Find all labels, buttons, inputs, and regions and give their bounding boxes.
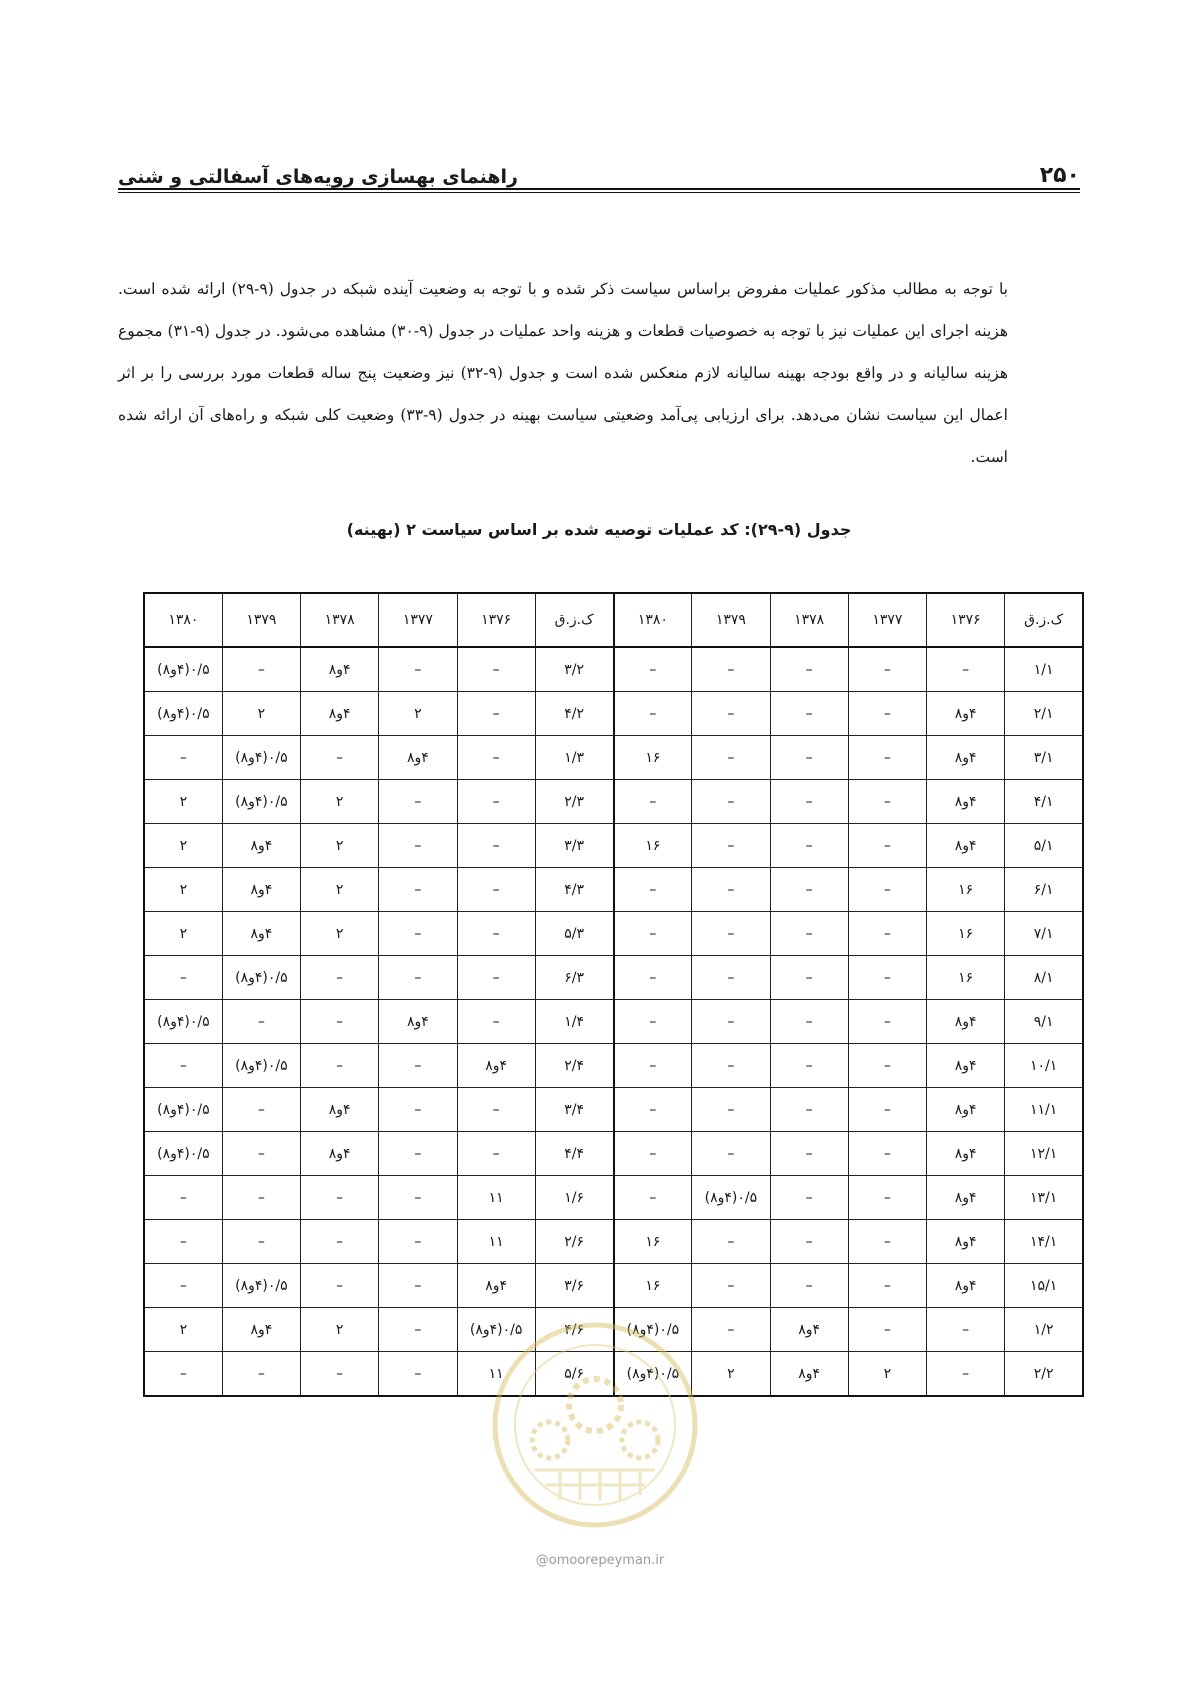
table-cell: ۲ <box>144 824 222 868</box>
table-cell: ۲ <box>144 912 222 956</box>
column-header: ۱۳۷۹ <box>692 593 770 647</box>
table-cell: ۵/۳ <box>535 912 613 956</box>
table-cell: ۰/۵(۴و۸) <box>144 647 222 692</box>
table-cell: – <box>770 824 848 868</box>
table-cell: ۳/۴ <box>535 1088 613 1132</box>
table-cell: ۳/۳ <box>535 824 613 868</box>
table-cell: – <box>692 912 770 956</box>
table-cell: ۴و۸ <box>222 824 300 868</box>
table-cell: – <box>770 956 848 1000</box>
table-cell: – <box>770 1088 848 1132</box>
table-cell: – <box>222 1176 300 1220</box>
table-cell: – <box>770 647 848 692</box>
table-cell: – <box>692 868 770 912</box>
table-cell: – <box>692 1000 770 1044</box>
table-cell: – <box>379 1308 457 1352</box>
table-cell: – <box>692 824 770 868</box>
table-cell: ۴/۴ <box>535 1132 613 1176</box>
watermark-url: @omoorepeyman.ir <box>535 1553 665 1568</box>
column-header: ک.ز.ق <box>1005 593 1083 647</box>
column-header: ۱۳۷۶ <box>457 593 535 647</box>
table-row <box>144 692 1083 736</box>
table-cell: ۴و۸ <box>927 1220 1005 1264</box>
table-cell: – <box>379 912 457 956</box>
table-cell: ۱۶ <box>614 1264 692 1308</box>
table-cell: ۱۳/۱ <box>1005 1176 1083 1220</box>
table-cell: ۲ <box>144 868 222 912</box>
column-header: ۱۳۷۷ <box>848 593 926 647</box>
table-cell: ۰/۵(۴و۸) <box>614 1308 692 1352</box>
table-cell: – <box>848 912 926 956</box>
table-cell: – <box>770 780 848 824</box>
page-number: ۲۵۰ <box>1039 163 1080 188</box>
table-cell: ۱۶ <box>927 868 1005 912</box>
table-cell: ۵/۶ <box>535 1352 613 1397</box>
table-cell: ۹/۱ <box>1005 1000 1083 1044</box>
table-cell: – <box>457 647 535 692</box>
table-cell: ۰/۵(۴و۸) <box>222 1264 300 1308</box>
table-cell: ۱/۲ <box>1005 1308 1083 1352</box>
table-cell: – <box>848 1000 926 1044</box>
table-cell: ۳/۱ <box>1005 736 1083 780</box>
table-cell: – <box>927 647 1005 692</box>
table-cell: – <box>457 780 535 824</box>
table-caption: جدول (۹-۲۹): کد عملیات توصیه شده بر اساس سیاست ۲ (بهینه) <box>346 520 852 539</box>
table-cell: – <box>614 1044 692 1088</box>
column-header: ک.ز.ق <box>535 593 613 647</box>
table-row <box>144 868 1083 912</box>
table-cell: – <box>144 1176 222 1220</box>
column-header: ۱۳۷۷ <box>379 593 457 647</box>
table-cell: – <box>144 1044 222 1088</box>
table-cell: ۵/۱ <box>1005 824 1083 868</box>
table-cell: ۰/۵(۴و۸) <box>692 1176 770 1220</box>
table-cell: – <box>457 956 535 1000</box>
table-cell: – <box>692 1132 770 1176</box>
table-cell: – <box>770 1264 848 1308</box>
table-cell: – <box>692 956 770 1000</box>
table-cell: ۴و۸ <box>927 692 1005 736</box>
table-cell: – <box>614 780 692 824</box>
table-cell: – <box>927 1308 1005 1352</box>
table-cell: – <box>848 1264 926 1308</box>
table-cell: ۴و۸ <box>927 1044 1005 1088</box>
watermark-seal <box>490 1320 700 1530</box>
table-cell: – <box>692 1308 770 1352</box>
table-row <box>144 824 1083 868</box>
table-cell: ۱۶ <box>614 824 692 868</box>
table-cell: ۰/۵(۴و۸) <box>222 780 300 824</box>
table-cell: – <box>848 1176 926 1220</box>
table-row <box>144 1220 1083 1264</box>
table-cell: ۲ <box>222 692 300 736</box>
table-cell: – <box>379 1176 457 1220</box>
table-row <box>144 736 1083 780</box>
table-cell: ۴و۸ <box>770 1308 848 1352</box>
table-cell: – <box>692 736 770 780</box>
table-cell: ۲/۶ <box>535 1220 613 1264</box>
table-cell: – <box>692 780 770 824</box>
table-cell: ۶/۱ <box>1005 868 1083 912</box>
page-header <box>118 148 1080 188</box>
table-cell: – <box>301 1176 379 1220</box>
table-cell: ۲ <box>301 1308 379 1352</box>
table-cell: – <box>222 1352 300 1397</box>
table-cell: – <box>848 1132 926 1176</box>
table-cell: – <box>614 647 692 692</box>
table-cell: – <box>222 1088 300 1132</box>
table-cell: – <box>301 1000 379 1044</box>
table-cell: ۲/۴ <box>535 1044 613 1088</box>
table-cell: – <box>927 1352 1005 1397</box>
table-cell: ۴و۸ <box>301 647 379 692</box>
table-cell: ۱۲/۱ <box>1005 1132 1083 1176</box>
table-cell: – <box>301 736 379 780</box>
table-cell: ۴/۳ <box>535 868 613 912</box>
table-cell: ۴و۸ <box>379 736 457 780</box>
table-cell: – <box>144 736 222 780</box>
table-cell: ۲ <box>848 1352 926 1397</box>
table-cell: – <box>144 956 222 1000</box>
table-cell: – <box>614 1000 692 1044</box>
table-cell: ۴و۸ <box>222 912 300 956</box>
table-cell: ۲ <box>144 1308 222 1352</box>
table-row <box>144 912 1083 956</box>
table-cell: – <box>379 780 457 824</box>
table-cell: – <box>848 956 926 1000</box>
column-header: ۱۳۷۸ <box>301 593 379 647</box>
table-cell: – <box>614 1088 692 1132</box>
table-cell: – <box>848 692 926 736</box>
table-cell: ۲/۳ <box>535 780 613 824</box>
table-cell: ۰/۵(۴و۸) <box>222 956 300 1000</box>
table-cell: – <box>770 868 848 912</box>
table-cell: ۷/۱ <box>1005 912 1083 956</box>
table-cell: – <box>222 647 300 692</box>
table-cell: ۰/۵(۴و۸) <box>144 692 222 736</box>
table-cell: – <box>692 1264 770 1308</box>
table-cell: – <box>692 1220 770 1264</box>
table-cell: ۴و۸ <box>770 1352 848 1397</box>
table-cell: – <box>379 868 457 912</box>
header-rule <box>118 188 1080 193</box>
table-cell: ۴و۸ <box>222 868 300 912</box>
table-row <box>144 1044 1083 1088</box>
column-header: ۱۳۷۶ <box>927 593 1005 647</box>
table-cell: – <box>457 824 535 868</box>
table-cell: – <box>457 912 535 956</box>
table-cell: – <box>692 1088 770 1132</box>
table-cell: – <box>692 647 770 692</box>
table-row <box>144 647 1083 692</box>
table-cell: ۴و۸ <box>927 736 1005 780</box>
table-cell: – <box>379 1352 457 1397</box>
table-cell: ۳/۲ <box>535 647 613 692</box>
table-cell: – <box>614 692 692 736</box>
table-cell: – <box>770 912 848 956</box>
table-cell: ۸/۱ <box>1005 956 1083 1000</box>
table-cell: ۲/۱ <box>1005 692 1083 736</box>
table-cell: – <box>614 1132 692 1176</box>
table-cell: – <box>770 1176 848 1220</box>
table-cell: ۰/۵(۴و۸) <box>457 1308 535 1352</box>
table-cell: ۴و۸ <box>927 824 1005 868</box>
table-cell: – <box>457 1132 535 1176</box>
table-cell: ۲ <box>301 780 379 824</box>
table-cell: – <box>301 1220 379 1264</box>
table-cell: ۲ <box>301 824 379 868</box>
table-cell: – <box>222 1000 300 1044</box>
table-cell: ۴و۸ <box>301 1132 379 1176</box>
table-cell: – <box>848 824 926 868</box>
table-cell: ۴و۸ <box>927 1176 1005 1220</box>
table-cell: – <box>770 1220 848 1264</box>
table-cell: ۱۴/۱ <box>1005 1220 1083 1264</box>
intro-paragraph: با توجه به مطالب مذکور عملیات مفروض براساس سیاست ذکر شده و با توجه به وضعیت آینده شبکه در جدول (۹-۲۹) ارائه شده است. هزینه اجرای این عملیات نیز با توجه به خصوصیات قطعات و هزینه واحد عملیات در جدول (۹-۳۰) مشاهده می‌شود. در جدول (۹-۳۱) مجموع هزینه سالیانه و در واقع بودجه بهینه سالیانه لازم منعکس شده است و جدول (۹-۳۲) نیز وضعیت پنج ساله قطعات مورد بررسی را بر اثر اعمال این سیاست نشان می‌دهد. برای ارزیابی پی‌آمد وضعیتی سیاست بهینه در جدول (۹-۳۳) وضعیت کلی شبکه و راه‌های آن ارائه شده است. <box>118 279 1009 466</box>
table-cell: – <box>457 1000 535 1044</box>
table-cell: – <box>222 1220 300 1264</box>
table-cell: – <box>848 1308 926 1352</box>
table-cell: ۲ <box>301 868 379 912</box>
table-cell: ۲ <box>144 780 222 824</box>
table-cell: – <box>144 1352 222 1397</box>
table-cell: – <box>379 956 457 1000</box>
table-cell: ۰/۵(۴و۸) <box>144 1088 222 1132</box>
table-cell: – <box>144 1264 222 1308</box>
table-cell: – <box>770 736 848 780</box>
table-cell: ۱۰/۱ <box>1005 1044 1083 1088</box>
table-cell: ۲ <box>301 912 379 956</box>
table-cell: ۴/۶ <box>535 1308 613 1352</box>
table-cell: – <box>379 1264 457 1308</box>
table-cell: ۱/۶ <box>535 1176 613 1220</box>
table-cell: ۱/۳ <box>535 736 613 780</box>
table-cell: – <box>301 1044 379 1088</box>
table-cell: ۱۶ <box>927 956 1005 1000</box>
table-row <box>144 1176 1083 1220</box>
table-cell: – <box>848 780 926 824</box>
table-row <box>144 1088 1083 1132</box>
table-row <box>144 1000 1083 1044</box>
table-cell: ۲/۲ <box>1005 1352 1083 1397</box>
table-cell: – <box>379 824 457 868</box>
table-cell: – <box>379 1220 457 1264</box>
table-cell: – <box>770 1132 848 1176</box>
table-cell: ۰/۵(۴و۸) <box>222 1044 300 1088</box>
table-cell: ۲ <box>379 692 457 736</box>
table-cell: – <box>379 1044 457 1088</box>
table-cell: ۱/۴ <box>535 1000 613 1044</box>
table-cell: – <box>614 868 692 912</box>
column-header: ۱۳۷۸ <box>770 593 848 647</box>
table-cell: ۱۶ <box>614 1220 692 1264</box>
table-cell: ۴و۸ <box>927 780 1005 824</box>
table-cell: – <box>144 1220 222 1264</box>
table-header-row <box>144 593 1083 647</box>
table-cell: – <box>222 1132 300 1176</box>
column-header: ۱۳۷۹ <box>222 593 300 647</box>
table-cell: ۱۱/۱ <box>1005 1088 1083 1132</box>
table-cell: – <box>457 1088 535 1132</box>
table-row <box>144 1264 1083 1308</box>
table-row <box>144 780 1083 824</box>
table-cell: – <box>692 692 770 736</box>
table-cell: – <box>301 1264 379 1308</box>
table-cell: ۱۶ <box>927 912 1005 956</box>
table-cell: – <box>379 647 457 692</box>
table-cell: – <box>848 1088 926 1132</box>
table-cell: – <box>457 736 535 780</box>
table-cell: – <box>614 1176 692 1220</box>
table-cell: ۴و۸ <box>379 1000 457 1044</box>
table-cell: – <box>457 692 535 736</box>
table-cell: – <box>379 1132 457 1176</box>
table-cell: ۴و۸ <box>927 1000 1005 1044</box>
table-cell: – <box>301 956 379 1000</box>
table-cell: – <box>457 868 535 912</box>
table-cell: ۶/۳ <box>535 956 613 1000</box>
table-cell: ۴و۸ <box>927 1132 1005 1176</box>
table-cell: ۱/۱ <box>1005 647 1083 692</box>
table-cell: ۴/۲ <box>535 692 613 736</box>
table-cell: – <box>614 956 692 1000</box>
column-header: ۱۳۸۰ <box>614 593 692 647</box>
table-cell: ۰/۵(۴و۸) <box>614 1352 692 1397</box>
table-cell: ۴و۸ <box>927 1088 1005 1132</box>
table-cell: ۴و۸ <box>301 1088 379 1132</box>
table-cell: ۴و۸ <box>301 692 379 736</box>
table-cell: – <box>770 692 848 736</box>
table-cell: – <box>770 1000 848 1044</box>
table-cell: ۱۵/۱ <box>1005 1264 1083 1308</box>
table-cell: – <box>301 1352 379 1397</box>
table-cell: – <box>692 1044 770 1088</box>
table-cell: – <box>379 1088 457 1132</box>
table-cell: ۰/۵(۴و۸) <box>222 736 300 780</box>
table-cell: ۰/۵(۴و۸) <box>144 1132 222 1176</box>
table-cell: ۴و۸ <box>457 1044 535 1088</box>
table-cell: ۱۱ <box>457 1176 535 1220</box>
table-cell: – <box>770 1044 848 1088</box>
table-row <box>144 956 1083 1000</box>
table-row <box>144 1132 1083 1176</box>
table-cell: – <box>614 912 692 956</box>
column-header: ۱۳۸۰ <box>144 593 222 647</box>
table-cell: ۴و۸ <box>927 1264 1005 1308</box>
table-cell: ۴/۱ <box>1005 780 1083 824</box>
table-cell: – <box>848 1220 926 1264</box>
operations-table <box>143 592 1084 1397</box>
table-cell: – <box>848 868 926 912</box>
table-cell: ۱۶ <box>614 736 692 780</box>
table-cell: – <box>848 736 926 780</box>
table-cell: – <box>848 647 926 692</box>
table-cell: ۱۱ <box>457 1220 535 1264</box>
running-title: راهنمای بهسازی رویه‌های آسفالتی و شنی <box>118 166 518 188</box>
table-cell: ۲ <box>692 1352 770 1397</box>
table-cell: ۳/۶ <box>535 1264 613 1308</box>
table-cell: – <box>848 1044 926 1088</box>
table-cell: ۴و۸ <box>222 1308 300 1352</box>
table-body <box>144 647 1083 1396</box>
table-cell: ۱۱ <box>457 1352 535 1397</box>
table-cell: ۰/۵(۴و۸) <box>144 1000 222 1044</box>
table-cell: ۴و۸ <box>457 1264 535 1308</box>
